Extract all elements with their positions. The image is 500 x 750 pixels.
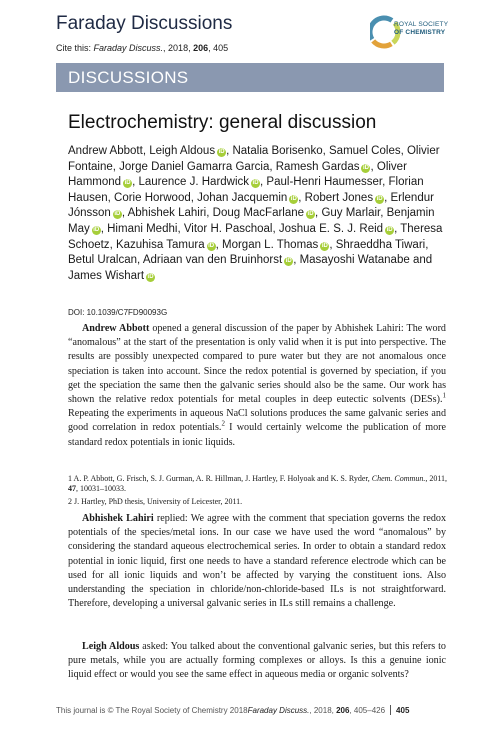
orcid-icon[interactable]: iD bbox=[218, 149, 225, 155]
ref-marker[interactable]: 2 bbox=[221, 420, 225, 429]
author-name: Abhishek Lahiri bbox=[127, 207, 207, 220]
author-name: Guy Marlair bbox=[321, 207, 381, 220]
author-name: James Wishart bbox=[68, 269, 145, 282]
author-separator: , bbox=[206, 207, 213, 220]
orcid-icon[interactable]: iD bbox=[362, 164, 369, 171]
author-name: Kazuhisa Tamura bbox=[115, 238, 205, 251]
author-separator: , bbox=[370, 160, 377, 173]
author-separator: , bbox=[137, 254, 143, 267]
author-name: Himani Medhi bbox=[107, 222, 178, 235]
cite-volume: 206 bbox=[193, 43, 209, 53]
cite-year: , 2018, bbox=[163, 43, 194, 53]
author-name: Ramesh Gardas bbox=[275, 160, 360, 173]
orcid-icon[interactable]: iD bbox=[147, 273, 154, 280]
author-name: Olivier Fontaine bbox=[68, 145, 440, 173]
society-line-1: ROYAL SOCIETY bbox=[394, 21, 449, 28]
paragraph-text: opened a general discussion of the paper by Abhishek Lahiri: The word “anomalous” at the start of the presentation is only valid when it is put into perspective. The results are possibly unexpected compared to pure water but they are not anomalous once speciation is taken into account. Since the redox potential is governed by speciation, if you get the speciation the same then the galvanic series should also be the same. Our work has shown the relative redox potentials for metal couples in deep eutectic solvents (DESs). bbox=[68, 323, 446, 406]
author-name: Florian Hausen bbox=[68, 176, 424, 204]
doi: DOI: 10.1039/C7FD90093G bbox=[68, 308, 168, 317]
page-number: 405 bbox=[396, 706, 410, 715]
author-separator: , bbox=[100, 222, 108, 235]
author-name: Andrew Abbott bbox=[68, 145, 143, 157]
speaker-name: Andrew Abbott bbox=[82, 323, 150, 334]
author-separator: , bbox=[394, 222, 401, 235]
author-name: Masayoshi Watanabe bbox=[299, 254, 410, 267]
orcid-icon[interactable]: iD bbox=[124, 180, 131, 187]
author-separator: , bbox=[269, 160, 276, 173]
author-name: Leigh Aldous bbox=[149, 145, 216, 157]
references bbox=[68, 474, 448, 507]
orcid-icon[interactable]: iD bbox=[290, 195, 297, 202]
paragraph-text: I would certainly welcome the publication of more standard redox potentials in ionic liquids. bbox=[68, 422, 446, 448]
author-name: Theresa Schoetz bbox=[68, 222, 443, 251]
cite-prefix: Cite this: bbox=[56, 43, 94, 53]
author-name: Robert Jones bbox=[304, 191, 374, 204]
paragraph-text: asked: You talked about the conventional galvanic series, but this refers to pure metals, while you are actually forming complexes or alloys. Is this a genuine ionic liquid effect or would you see the same effect in aqueous media or organic solvents? bbox=[68, 641, 446, 681]
author-separator: and bbox=[409, 254, 433, 267]
author-name: Oliver Hammond bbox=[68, 160, 407, 189]
author-name: Jorge Daniel Gamarra Garcia bbox=[119, 160, 270, 173]
author-name: Shraeddha Tiwari bbox=[335, 238, 426, 251]
author-name: Erlendur Jónsson bbox=[68, 191, 434, 220]
author-separator: , bbox=[425, 238, 429, 251]
paragraph-text: Repeating the experiments in aqueous NaCl solutions produces the same galvanic series and good correlation in redox potentials. bbox=[68, 408, 446, 434]
author-separator: , bbox=[382, 176, 389, 189]
author-separator: , bbox=[142, 145, 150, 157]
footer-copyright: This journal is © The Royal Society of Chemistry 2018 bbox=[56, 706, 248, 715]
author-separator: , bbox=[177, 222, 184, 235]
author-separator: , bbox=[384, 191, 391, 204]
author-name: Paul-Henri Haumesser bbox=[266, 176, 383, 189]
author-separator: , bbox=[190, 191, 198, 204]
author-separator: , bbox=[121, 207, 128, 220]
author-separator: , bbox=[272, 222, 279, 235]
author-name: Betul Uralcan bbox=[68, 254, 138, 267]
ref-volume: 47 bbox=[68, 484, 76, 494]
ref-text: , 2011, bbox=[425, 474, 448, 483]
author-separator: , bbox=[107, 191, 115, 204]
orcid-icon[interactable]: iD bbox=[114, 211, 121, 218]
author-name: Adriaan van den Bruinhorst bbox=[142, 254, 283, 267]
author-name: Natalia Borisenko bbox=[232, 145, 323, 157]
orcid-icon[interactable]: iD bbox=[321, 242, 328, 249]
cite-pages: , 405 bbox=[208, 43, 229, 53]
footer-pages: , 405–426 bbox=[349, 706, 386, 715]
author-name: Joshua E. S. J. Reid bbox=[278, 222, 384, 235]
author-name: Corie Horwood bbox=[114, 191, 191, 204]
author-name: Laurence J. Hardwick bbox=[138, 176, 250, 189]
footer-journal: Faraday Discuss. bbox=[247, 706, 310, 715]
article-title: Electrochemistry: general discussion bbox=[68, 112, 377, 133]
author-name: Morgan L. Thomas bbox=[222, 238, 319, 251]
reference-2: 2 J. Hartley, PhD thesis, University of Leicester, 2011. bbox=[68, 496, 243, 506]
author-name: Samuel Coles bbox=[329, 145, 401, 157]
discussion-paragraph-1 bbox=[68, 322, 446, 450]
author-separator: , bbox=[260, 176, 267, 189]
orcid-icon[interactable]: iD bbox=[307, 211, 314, 218]
author-separator: , bbox=[400, 145, 407, 157]
author-separator: , bbox=[380, 207, 387, 220]
author-name: Benjamin May bbox=[68, 207, 435, 235]
rsc-society-name bbox=[394, 21, 448, 37]
author-separator: , bbox=[298, 191, 305, 204]
society-line-2: OF CHEMISTRY bbox=[394, 29, 446, 36]
author-name: Johan Jacquemin bbox=[197, 191, 288, 204]
section-banner bbox=[56, 63, 444, 92]
section-banner-label: DISCUSSIONS bbox=[68, 68, 189, 87]
author-separator: , bbox=[293, 254, 300, 267]
author-separator: , bbox=[315, 207, 322, 220]
journal-title: Faraday Discussions bbox=[56, 13, 233, 34]
orcid-icon[interactable]: iD bbox=[252, 180, 259, 187]
speaker-name: Leigh Aldous bbox=[82, 641, 140, 652]
orcid-icon[interactable]: iD bbox=[285, 258, 292, 265]
author-separator: , bbox=[329, 238, 336, 251]
ref-text: , 10031–10033. bbox=[76, 484, 126, 494]
ref-journal: Chem. Commun. bbox=[371, 474, 426, 483]
orcid-icon[interactable]: iD bbox=[93, 226, 100, 233]
ref-marker[interactable]: 1 bbox=[442, 391, 446, 400]
cite-journal: Faraday Discuss. bbox=[93, 43, 164, 53]
author-list bbox=[68, 144, 448, 284]
author-name: Vitor H. Paschoal bbox=[183, 222, 273, 235]
speaker-name: Abhishek Lahiri bbox=[82, 513, 154, 524]
author-separator: , bbox=[215, 238, 222, 251]
discussion-paragraph-2 bbox=[68, 512, 446, 611]
orcid-icon[interactable]: iD bbox=[208, 242, 215, 249]
author-separator: , bbox=[112, 160, 120, 173]
footer-volume: 206 bbox=[336, 706, 350, 715]
citation-line bbox=[56, 43, 228, 53]
author-separator: , bbox=[132, 176, 139, 189]
author-separator: , bbox=[226, 145, 233, 157]
ref-text: 1 A. P. Abbott, G. Frisch, S. J. Gurman, A. R. Hillman, J. Hartley, F. Holyoak and K. S. Ryder, bbox=[68, 474, 372, 483]
reference-1 bbox=[68, 474, 447, 493]
page-footer bbox=[56, 705, 444, 715]
author-separator: , bbox=[109, 238, 116, 251]
discussion-paragraph-3 bbox=[68, 640, 446, 683]
orcid-icon[interactable]: iD bbox=[386, 226, 393, 233]
author-name: Doug MacFarlane bbox=[212, 207, 305, 220]
orcid-icon[interactable]: iD bbox=[376, 195, 383, 202]
author-separator: , bbox=[322, 145, 329, 157]
footer-separator bbox=[390, 705, 391, 715]
paragraph-text: replied: We agree with the comment that speciation governs the redox potentials of the species/metal ions. In our case we have used the word “anomalous” by considering the standard aqueous electrochemical series. In order to obtain a standard redox potential in ionic liquid, first one needs to have a standard reference electrode which can be used for all ionic liquids and won’t be affected by varying the constituent ions. Also understanding the speciation in chloride/non-chloride-based ILs is not straightforward. Therefore, developing a universal galvanic series in ILs still remains a challenge. bbox=[68, 513, 446, 610]
footer-year: , 2018, bbox=[309, 706, 337, 715]
